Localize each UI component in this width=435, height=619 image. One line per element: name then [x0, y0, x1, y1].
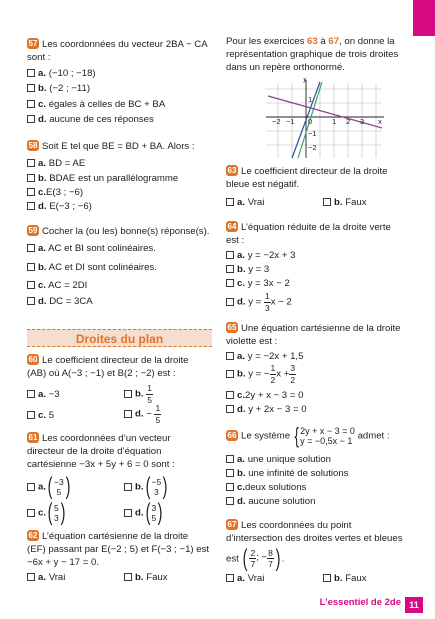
- checkbox[interactable]: [27, 174, 35, 182]
- option-label: b.: [334, 197, 343, 208]
- option-text: y = −2x + 3: [247, 250, 296, 261]
- option-text: (−10 ; −18): [48, 68, 96, 79]
- question-59: [27, 225, 209, 239]
- fraction: $\frac{1}{3}$: [264, 291, 270, 313]
- vector-coords: ( 5 3 ): [47, 499, 66, 526]
- equation-system: { 2y + x − 3 = 0 y = −0,5x − 1: [294, 423, 355, 448]
- option-59c[interactable]: [27, 280, 87, 293]
- option-58b[interactable]: [27, 173, 178, 186]
- option-label: a.: [38, 68, 47, 79]
- question-number: 62: [28, 531, 38, 540]
- option-label: a.: [38, 389, 47, 400]
- tick-y: −2: [308, 143, 317, 152]
- tick-x: 3: [360, 117, 365, 126]
- grid: [266, 83, 382, 158]
- vector-coords: ( −5 3 ): [145, 473, 168, 500]
- option-text: Faux: [345, 573, 367, 584]
- option-label: a.: [237, 250, 246, 261]
- tick-x: 0: [308, 117, 313, 126]
- option-60a[interactable]: [27, 389, 60, 402]
- checkbox[interactable]: [323, 198, 331, 206]
- option-61d[interactable]: [124, 501, 164, 525]
- option-59b[interactable]: [27, 262, 157, 275]
- checkbox[interactable]: [124, 573, 132, 581]
- checkbox[interactable]: [27, 263, 35, 271]
- checkbox[interactable]: [226, 279, 234, 287]
- option-text: deux solutions: [245, 482, 307, 493]
- option-text: y = 3: [248, 264, 270, 275]
- option-label: c.: [38, 410, 47, 421]
- question-number: 61: [28, 433, 38, 442]
- option-text: (−2 ; −11): [49, 83, 91, 94]
- question-63: [226, 165, 387, 192]
- option-label: b.: [237, 264, 246, 275]
- option-58c[interactable]: [27, 187, 83, 200]
- option-label: c.: [237, 482, 246, 493]
- fraction: $\frac{3}{2}$: [290, 363, 296, 385]
- option-label: d.: [135, 408, 144, 420]
- option-64d[interactable]: d. y = $\frac{1}{3}$ x − 2: [226, 292, 292, 312]
- option-label: a.: [237, 197, 246, 208]
- checkbox[interactable]: [27, 390, 35, 398]
- option-label: d.: [135, 507, 144, 519]
- question-text: (AB) où A(−3 ; −1) et B(2 ; −2) est :: [27, 367, 176, 379]
- checkbox[interactable]: [27, 100, 35, 108]
- option-text: AC = 2DI: [48, 280, 88, 291]
- option-label: d.: [237, 296, 246, 308]
- option-label: a.: [38, 481, 47, 493]
- question-number: 65: [227, 323, 237, 332]
- option-58a[interactable]: [27, 158, 85, 171]
- question-67: 67 Les coordonnées du point d’intersection des droites vertes et bleues est ( $\frac{2}{7}$ ; − $\frac{8}{7}$ ) .: [226, 520, 403, 572]
- checkbox[interactable]: [27, 509, 35, 517]
- option-label: c.: [237, 390, 246, 401]
- checkbox[interactable]: [323, 574, 331, 582]
- option-text: 2y + x − 3 = 0: [245, 390, 304, 401]
- option-63a[interactable]: [226, 197, 264, 210]
- question-text: L’équation réduite de la droite verte: [241, 222, 391, 233]
- option-label: c.: [38, 99, 47, 110]
- y-axis-label: y: [303, 78, 307, 83]
- option-label: b.: [237, 368, 246, 380]
- option-61b[interactable]: [124, 475, 169, 499]
- question-text: Une équation cartésienne de la droite: [241, 323, 401, 334]
- question-text: violette est :: [226, 335, 278, 347]
- question-text: admet :: [357, 430, 390, 442]
- question-61: [27, 432, 175, 472]
- checkbox[interactable]: [226, 370, 234, 378]
- footer-title: L’essentiel de 2de: [319, 597, 401, 609]
- checkbox[interactable]: [27, 281, 35, 289]
- option-66b[interactable]: [226, 468, 348, 481]
- option-64c[interactable]: [226, 278, 290, 291]
- question-text: Les coordonnées du point: [241, 520, 352, 531]
- option-66c[interactable]: [226, 482, 306, 495]
- checkbox[interactable]: [226, 198, 234, 206]
- x-axis-label: x: [378, 117, 382, 126]
- option-65d[interactable]: [226, 404, 307, 417]
- question-text: L’équation cartésienne de la droite: [42, 531, 189, 542]
- tick-x: −1: [286, 117, 295, 126]
- checkbox[interactable]: [226, 251, 234, 259]
- option-label: b.: [135, 388, 144, 400]
- checkbox[interactable]: [27, 84, 35, 92]
- option-text: Vrai: [247, 573, 265, 584]
- option-label: a.: [38, 572, 47, 583]
- option-label: a.: [38, 243, 47, 254]
- option-text: égales à celles de BC + BA: [48, 99, 166, 110]
- point-coords: ( $\frac{2}{7}$ ; − $\frac{8}{7}$ ): [243, 544, 281, 572]
- option-66d[interactable]: [226, 496, 315, 509]
- section-title: Droites du plan: [75, 332, 164, 346]
- question-text: Le coefficient directeur de la droite: [241, 166, 388, 177]
- question-text: −6x + y − 17 = 0.: [27, 556, 100, 568]
- option-62a[interactable]: [27, 572, 65, 585]
- footer: [235, 593, 435, 619]
- option-61a[interactable]: [27, 475, 72, 499]
- option-label: c.: [38, 280, 47, 291]
- question-text: Cocher la (ou les) bonne(s) réponse(s).: [42, 226, 210, 237]
- option-text: AC et DI sont colinéaires.: [48, 262, 157, 273]
- option-label: d.: [38, 114, 47, 125]
- question-62: [27, 530, 209, 570]
- checkbox[interactable]: [226, 497, 234, 505]
- option-57d[interactable]: [27, 114, 154, 127]
- option-label: d.: [237, 404, 246, 415]
- option-label: a.: [237, 573, 246, 584]
- question-65: [226, 322, 400, 349]
- option-66a[interactable]: [226, 454, 331, 467]
- option-text: −3: [48, 389, 60, 400]
- option-67b[interactable]: [323, 573, 367, 586]
- option-label: a.: [38, 158, 47, 169]
- option-label: b.: [237, 468, 246, 479]
- intro-text: Pour les exercices 63 à 67, on donne la représentation graphique de trois droites dans un repère orthonormé.: [226, 36, 399, 73]
- option-64b[interactable]: [226, 264, 269, 277]
- option-text: une unique solution: [247, 454, 331, 465]
- question-57: [27, 38, 212, 65]
- option-61c[interactable]: [27, 501, 67, 525]
- checkbox[interactable]: [27, 115, 35, 123]
- checkbox[interactable]: [27, 188, 35, 196]
- option-65b[interactable]: b. y = − $\frac{1}{2}$ x + $\frac{3}{2}$: [226, 364, 296, 384]
- question-text: Les coordonnées d’un vecteur: [42, 433, 171, 444]
- question-text: Le système: [241, 430, 291, 442]
- option-label: c.: [38, 507, 47, 519]
- option-63b[interactable]: [323, 197, 367, 210]
- option-65c[interactable]: [226, 390, 303, 403]
- checkbox[interactable]: [27, 411, 35, 419]
- question-58: [27, 140, 195, 154]
- question-number: 60: [28, 355, 38, 364]
- option-text: BDAE est un parallélogramme: [49, 173, 179, 184]
- option-text: y = 3x − 2: [247, 278, 290, 289]
- axes: [266, 80, 384, 158]
- option-60d[interactable]: [124, 404, 161, 424]
- question-number: 64: [227, 222, 237, 231]
- checkbox[interactable]: [124, 509, 132, 517]
- checkbox[interactable]: [27, 244, 35, 252]
- option-label: a.: [237, 351, 246, 362]
- option-label: d.: [237, 496, 246, 507]
- tick-x: 1: [332, 117, 337, 126]
- option-label: c.: [237, 278, 246, 289]
- option-text: BD = AE: [48, 158, 86, 169]
- option-text: aucune de ces réponses: [49, 114, 154, 125]
- option-62b[interactable]: [124, 572, 168, 585]
- option-label: d.: [38, 296, 47, 307]
- option-text: Vrai: [247, 197, 265, 208]
- question-number: 66: [227, 430, 237, 440]
- question-text: Le coefficient directeur de la droite: [42, 355, 189, 366]
- option-label: b.: [135, 481, 144, 493]
- checkbox[interactable]: [27, 573, 35, 581]
- checkbox[interactable]: [226, 469, 234, 477]
- question-text: est :: [226, 234, 245, 246]
- question-text: Soit E tel que BE = BD + BA. Alors :: [42, 141, 195, 152]
- section-banner: [27, 329, 212, 347]
- tick-x: 2: [346, 117, 351, 126]
- option-text: DC = 3CA: [49, 296, 93, 307]
- option-label: b.: [38, 83, 47, 94]
- vector-coords: ( −3 5 ): [47, 473, 71, 500]
- question-text: d’intersection des droites vertes et bleues: [226, 532, 403, 544]
- option-label: b.: [135, 572, 144, 583]
- option-label: b.: [38, 262, 47, 273]
- option-label: b.: [334, 573, 343, 584]
- question-text: bleue est négatif.: [226, 178, 300, 190]
- fraction: $\frac{1}{5}$: [155, 403, 161, 425]
- option-58d[interactable]: [27, 201, 92, 214]
- question-number: 67: [227, 520, 237, 529]
- tick-x: −2: [272, 117, 281, 126]
- option-57c[interactable]: [27, 99, 165, 112]
- checkbox[interactable]: [27, 202, 35, 210]
- sign: −: [146, 408, 152, 420]
- checkbox[interactable]: [27, 483, 35, 491]
- checkbox[interactable]: [226, 574, 234, 582]
- option-65a[interactable]: [226, 351, 303, 364]
- checkbox[interactable]: [226, 265, 234, 273]
- question-number: 58: [28, 141, 38, 150]
- question-text: directeur de la droite d’équation: [27, 445, 162, 457]
- option-text: aucune solution: [248, 496, 316, 507]
- option-text: 5: [48, 410, 55, 421]
- question-text: Les coordonnées du vecteur 2BA − CA sont :: [27, 39, 208, 63]
- vector-coords: ( 3 5 ): [145, 499, 163, 526]
- checkbox[interactable]: [27, 297, 35, 305]
- option-label: d.: [38, 201, 47, 212]
- option-label: a.: [237, 454, 246, 465]
- checkbox[interactable]: [226, 298, 234, 306]
- option-60c[interactable]: [27, 410, 54, 423]
- option-59d[interactable]: [27, 296, 93, 309]
- question-text: cartésienne −3x + 5y + 6 = 0 sont :: [27, 458, 175, 470]
- question-64: [226, 221, 391, 248]
- option-text: une infinité de solutions: [248, 468, 349, 479]
- option-60b[interactable]: [124, 384, 153, 404]
- tick-y: 1: [308, 95, 313, 104]
- checkbox[interactable]: [27, 69, 35, 77]
- tick-y: −1: [308, 129, 317, 138]
- question-number: 59: [28, 226, 38, 235]
- page-number: 11: [405, 597, 423, 613]
- option-text: E(−3 ; −6): [49, 201, 92, 212]
- page-tab: [413, 0, 435, 36]
- question-number: 63: [227, 166, 237, 175]
- option-label: b.: [38, 173, 47, 184]
- fraction: $\frac{1}{5}$: [147, 383, 152, 405]
- option-text: y = −2x + 1,5: [247, 351, 304, 362]
- option-text: Faux: [146, 572, 168, 583]
- line-graph: [264, 78, 384, 160]
- checkbox[interactable]: [226, 391, 234, 399]
- option-text: Faux: [345, 197, 367, 208]
- checkbox[interactable]: [27, 159, 35, 167]
- checkbox[interactable]: [226, 405, 234, 413]
- question-60: [27, 354, 188, 381]
- question-number: 57: [28, 39, 38, 48]
- checkbox[interactable]: [124, 390, 132, 398]
- checkbox[interactable]: [226, 483, 234, 491]
- option-67a[interactable]: [226, 573, 264, 586]
- option-57a[interactable]: [27, 68, 96, 81]
- option-label: c.: [38, 187, 47, 198]
- option-text: y + 2x − 3 = 0: [248, 404, 307, 415]
- checkbox[interactable]: [226, 455, 234, 463]
- question-text: (EF) passant par E(−2 ; 5) et F(−3 ; −1) est: [27, 543, 210, 555]
- fraction: $\frac{1}{2}$: [270, 363, 276, 385]
- option-59a[interactable]: [27, 243, 156, 256]
- option-57b[interactable]: [27, 83, 90, 96]
- checkbox[interactable]: [124, 410, 132, 418]
- question-66: [226, 425, 390, 447]
- checkbox[interactable]: [124, 483, 132, 491]
- option-text: AC et BI sont colinéaires.: [48, 243, 156, 254]
- option-text: Vrai: [48, 572, 66, 583]
- checkbox[interactable]: [226, 352, 234, 360]
- option-text: E(3 ; −6): [46, 187, 84, 198]
- option-64a[interactable]: [226, 250, 295, 263]
